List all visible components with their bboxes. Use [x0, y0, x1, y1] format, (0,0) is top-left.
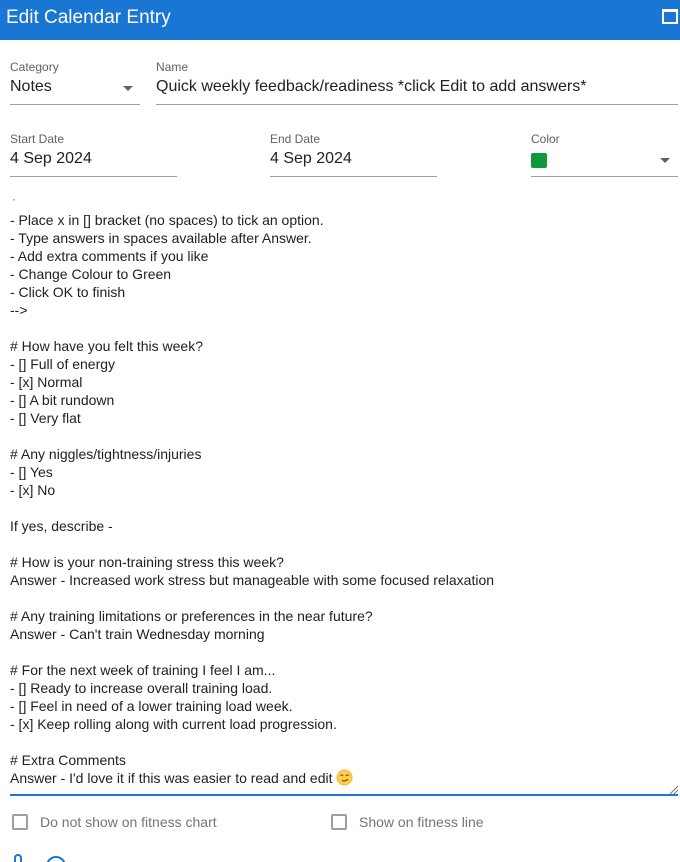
notes-blank-line	[10, 733, 670, 751]
chevron-down-icon	[123, 86, 133, 91]
end-date-label: End Date	[270, 132, 321, 146]
maximize-icon[interactable]	[662, 9, 678, 24]
color-select[interactable]	[531, 132, 678, 177]
start-date-value: 4 Sep 2024	[10, 150, 92, 167]
start-date-input[interactable]	[10, 132, 177, 177]
notes-line: - Click OK to finish	[10, 284, 126, 300]
notes-line: # How have you felt this week?	[10, 338, 203, 354]
smirking-face-emoji-icon	[336, 769, 353, 786]
hide-fitness-chart-label: Do not show on fitness chart	[40, 814, 217, 830]
end-date-underline	[270, 176, 437, 177]
notes-line: If yes, describe -	[10, 518, 113, 534]
notes-blank-line	[10, 319, 670, 337]
notes-line: - [x] Normal	[10, 374, 83, 390]
dialog-title: Edit Calendar Entry	[6, 7, 171, 28]
start-date-label: Start Date	[10, 132, 65, 146]
info-icon[interactable]	[46, 856, 66, 862]
notes-line: - Change Colour to Green	[10, 266, 172, 282]
notes-line: Answer - Increased work stress but manageable with some focused relaxation	[10, 572, 495, 588]
end-date-input[interactable]	[270, 132, 437, 177]
notes-line: - Add extra comments if you like	[10, 248, 209, 264]
hide-fitness-chart-checkbox[interactable]	[12, 814, 28, 830]
show-fitness-line-label: Show on fitness line	[359, 814, 484, 830]
notes-line: - Type answers in spaces available after Answer.	[10, 230, 312, 246]
notes-line: - Place x in [] bracket (no spaces) to tick an option.	[10, 212, 324, 228]
chevron-down-icon	[660, 158, 670, 163]
notes-blank-line	[10, 589, 670, 607]
name-underline	[156, 104, 678, 105]
notes-line: # Extra Comments	[10, 752, 126, 768]
category-label: Category	[10, 60, 59, 74]
notes-textarea[interactable]	[10, 196, 678, 796]
category-underline	[10, 104, 140, 105]
notes-last-line-text: Answer - I'd love it if this was easier to read and edit	[10, 770, 337, 786]
end-date-value: 4 Sep 2024	[270, 150, 352, 167]
notes-line: # Any niggles/tightness/injuries	[10, 446, 202, 462]
name-value: Quick weekly feedback/readiness *click Edit to add answers*	[156, 78, 587, 95]
color-swatch	[531, 153, 547, 168]
color-label: Color	[531, 132, 560, 146]
paperclip-icon[interactable]	[14, 854, 22, 862]
category-select[interactable]	[10, 60, 140, 105]
name-label: Name	[156, 60, 189, 74]
notes-line: Answer - Can't train Wednesday morning	[10, 626, 265, 642]
notes-line: - [] Feel in need of a lower training load week.	[10, 698, 293, 714]
notes-line: # Any training limitations or preferences in the near future?	[10, 608, 373, 624]
notes-line: - [] Very flat	[10, 410, 81, 426]
show-fitness-line-checkbox[interactable]	[331, 814, 347, 830]
notes-blank-line	[10, 643, 670, 661]
notes-blank-line	[10, 427, 670, 445]
resize-grip-icon[interactable]	[668, 784, 678, 794]
notes-line: - [] A bit rundown	[10, 392, 115, 408]
start-date-underline	[10, 176, 177, 177]
color-underline	[531, 176, 678, 177]
category-value: Notes	[10, 78, 52, 95]
notes-line: - [x] Keep rolling along with current load progression.	[10, 716, 337, 732]
show-fitness-line-option[interactable]	[331, 814, 551, 832]
notes-line: - [] Full of energy	[10, 356, 116, 372]
hide-fitness-chart-option[interactable]	[12, 814, 252, 832]
notes-line: - [] Ready to increase overall training load.	[10, 680, 273, 696]
name-input[interactable]	[156, 60, 678, 105]
notes-line: -->	[10, 302, 28, 318]
notes-line: # How is your non-training stress this week?	[10, 554, 284, 570]
notes-focus-underline	[10, 794, 678, 796]
notes-line	[10, 769, 670, 787]
notes-text	[10, 211, 670, 787]
scrolled-text-fragment: ·	[12, 196, 16, 206]
dialog-titlebar	[0, 0, 680, 40]
notes-line: # For the next week of training I feel I am...	[10, 662, 276, 678]
notes-line: - [] Yes	[10, 464, 53, 480]
notes-blank-line	[10, 535, 670, 553]
dialog-action-bar	[0, 852, 680, 862]
notes-blank-line	[10, 499, 670, 517]
notes-line: - [x] No	[10, 482, 56, 498]
